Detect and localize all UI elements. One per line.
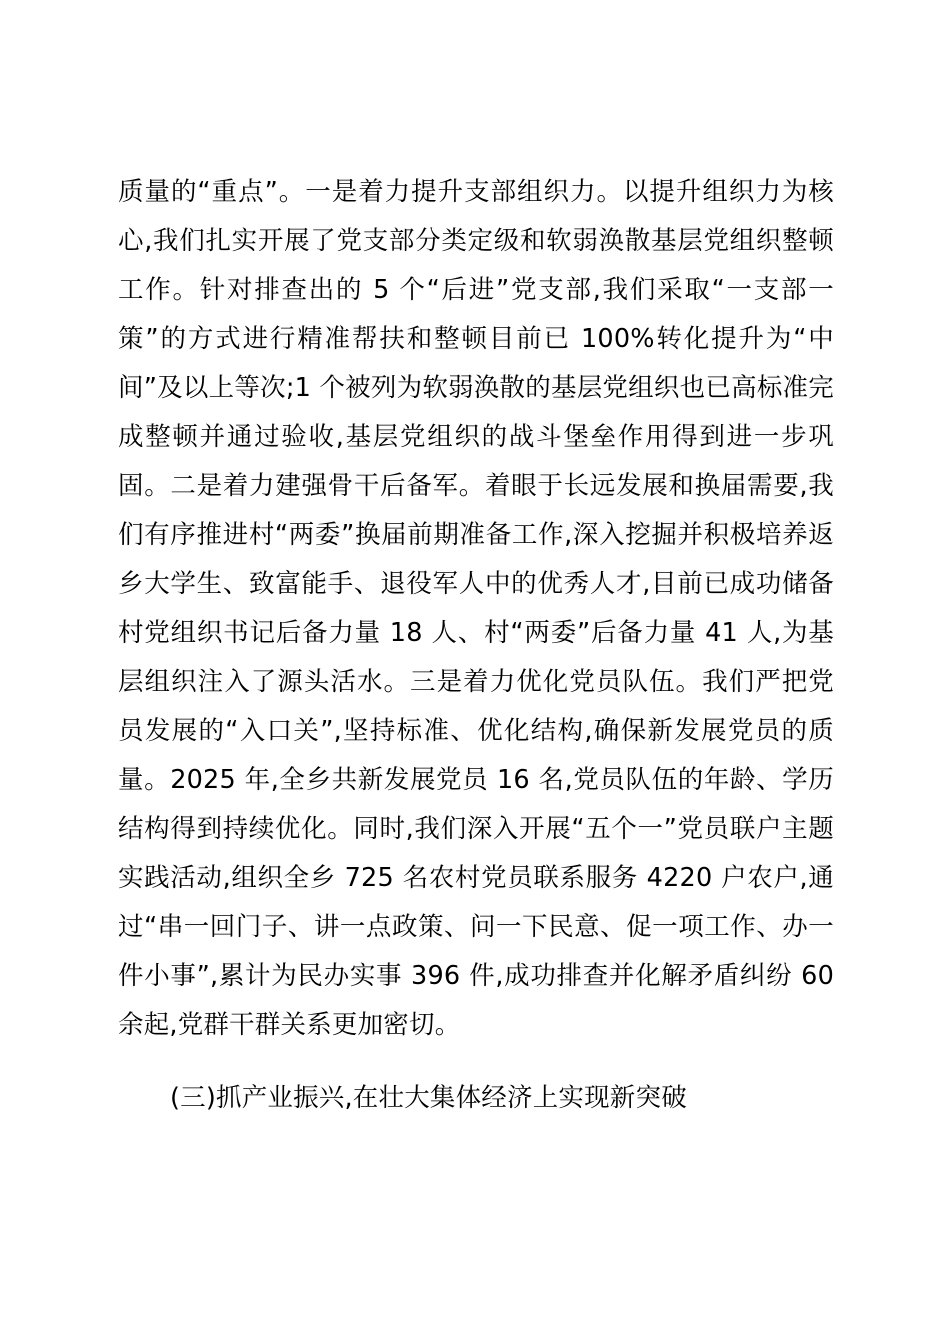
paragraph-spacer xyxy=(118,1050,834,1074)
document-body xyxy=(118,168,834,1123)
paragraph-organizational-strength: 质量的“重点”。一是着力提升支部组织力。以提升组织力为核心,我们扎实开展了党支部分类定级和软弱涣散基层党组织整顿工作。针对排查出的 5 个“后进”党支部,我们采取“一支部一策”的方式进行精准帮扶和整顿目前已 100%转化提升为“中间”及以上等次;1 个被列为软弱涣散的基层党组织也已高标准完成整顿并通过验收,基层党组织的战斗堡垒作用得到进一步巩固。二是着力建强骨干后备军。着眼于长远发展和换届需要,我们有序推进村“两委”换届前期准备工作,深入挖掘并积极培养返乡大学生、致富能手、退役军人中的优秀人才,目前已成功储备村党组织书记后备力量 18 人、村“两委”后备力量 41 人,为基层组织注入了源头活水。三是着力优化党员队伍。我们严把党员发展的“入口关”,坚持标准、优化结构,确保新发展党员的质量。2025 年,全乡共新发展党员 16 名,党员队伍的年龄、学历结构得到持续优化。同时,我们深入开展“五个一”党员联户主题实践活动,组织全乡 725 名农村党员联系服务 4220 户农户,通过“串一回门子、讲一点政策、问一下民意、促一项工作、办一件小事”,累计为民办实事 396 件,成功排查并化解矛盾纠纷 60 余起,党群干群关系更加密切。 xyxy=(118,177,834,1040)
paragraph-section-heading-three: (三)抓产业振兴,在壮大集体经济上实现新突破 xyxy=(170,1083,687,1113)
